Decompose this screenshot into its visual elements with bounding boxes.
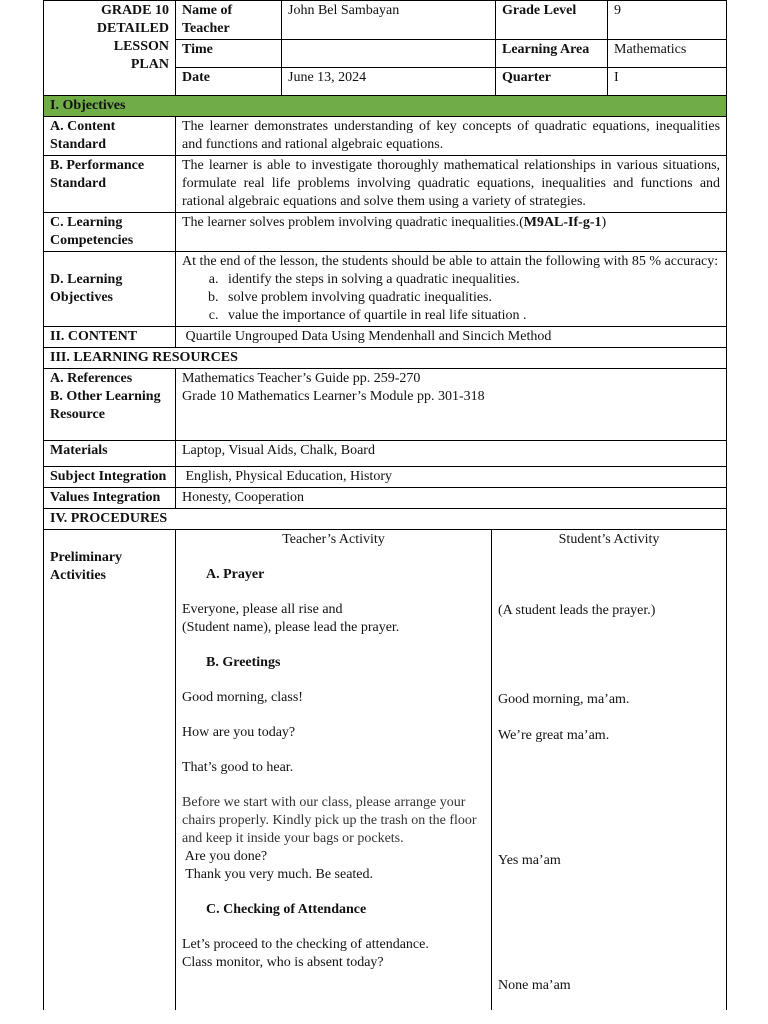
materials-value: Laptop, Visual Aids, Chalk, Board (176, 441, 727, 467)
date-value: June 13, 2024 (282, 68, 496, 96)
content-standard-text: The learner demonstrates understanding of key concepts of quadratic equations, inequalities and functions and rational algebraic equations. (176, 117, 727, 156)
attendance-line: Let’s proceed to the checking of attendance. (182, 937, 429, 952)
learning-objectives-intro: At the end of the lesson, the students should be able to attain the following with 85 % accuracy: (182, 254, 719, 269)
header-table (43, 0, 727, 96)
student-response: Good morning, ma’am. (498, 692, 630, 707)
subject-integration-value: English, Physical Education, History (176, 467, 727, 488)
reference-line: Mathematics Teacher’s Guide pp. 259-270 (182, 371, 421, 386)
objectives-heading: I. Objectives (44, 96, 727, 117)
learning-objectives-label-text: D. Learning Objectives (50, 272, 123, 305)
area-value: Mathematics (608, 40, 727, 68)
prayer-line: Everyone, please all rise and (182, 602, 343, 617)
grade-label: Grade Level (496, 1, 608, 40)
values-integration-label: Values Integration (44, 488, 176, 509)
teacher-label: Name of Teacher (176, 1, 282, 40)
attendance-line: Class monitor, who is absent today? (182, 955, 384, 970)
subject-integration-label: Subject Integration (44, 467, 176, 488)
competency-code: M9AL-If-g-1 (523, 215, 602, 230)
references-label (44, 369, 176, 441)
student-response: We’re great ma’am. (498, 728, 610, 743)
materials-label: Materials (44, 441, 176, 467)
title-line: GRADE 10 (100, 3, 169, 18)
lesson-body-table (43, 95, 727, 1010)
competency-close: ) (601, 215, 607, 230)
attendance-title: C. Checking of Attendance (206, 902, 367, 917)
student-response: (A student leads the prayer.) (498, 603, 656, 618)
content-standard-label: A. Content Standard (44, 117, 176, 156)
greeting-instructions: Before we start with our class, please arrange your chairs properly. Kindly pick up the trash on the floor and keep it inside your bags or pockets. (182, 795, 477, 846)
area-label: Learning Area (496, 40, 608, 68)
time-label: Time (176, 40, 282, 68)
teacher-activity-header: Teacher’s Activity (282, 532, 385, 547)
lesson-plan-title (44, 1, 176, 96)
greeting-line: That’s good to hear. (182, 760, 294, 775)
student-activity-column (492, 530, 727, 1010)
prayer-line: (Student name), please lead the prayer. (182, 620, 400, 635)
learning-competencies-label: C. Learning Competencies (44, 213, 176, 252)
list-item: a. identify the steps in solving a quadratic inequalities. (222, 271, 720, 289)
reference-line: Grade 10 Mathematics Learner’s Module pp. 301-318 (182, 389, 485, 404)
performance-standard-label: B. Performance Standard (44, 156, 176, 213)
grade-value: 9 (608, 1, 727, 40)
preliminary-label-text: Preliminary Activities (50, 550, 123, 583)
teacher-activity-column (176, 530, 492, 1010)
quarter-value: I (608, 68, 727, 96)
prayer-title: A. Prayer (206, 567, 265, 582)
title-line: DETAILED (96, 21, 169, 36)
references-label-b: B. Other Learning Resource (50, 389, 161, 422)
teacher-value: John Bel Sambayan (282, 1, 496, 40)
learning-competencies-text (176, 213, 727, 252)
performance-standard-text: The learner is able to investigate thoroughly mathematical relationships in various situations, formulate real life problems involving quadratic equations, inequalities and functions and rational algebraic equations and solve them using a variety of strategies. (176, 156, 727, 213)
title-line: PLAN (130, 57, 169, 72)
greeting-line: Are you done? (182, 849, 268, 864)
references-value (176, 369, 727, 441)
title-line: LESSON (113, 39, 169, 54)
student-activity-header: Student’s Activity (558, 532, 660, 547)
resources-heading: III. LEARNING RESOURCES (44, 348, 727, 369)
competency-text: The learner solves problem involving quadratic inequalities.( (182, 215, 524, 230)
student-response: Yes ma’am (498, 853, 561, 868)
greeting-line: Thank you very much. Be seated. (182, 867, 374, 882)
time-value (282, 40, 496, 68)
date-label: Date (176, 68, 282, 96)
greetings-title: B. Greetings (206, 655, 281, 670)
quarter-label: Quarter (496, 68, 608, 96)
learning-objectives-cell (176, 252, 727, 327)
learning-objectives-label (44, 252, 176, 327)
content-label: II. CONTENT (44, 327, 176, 348)
lesson-plan-page (43, 0, 726, 1010)
values-integration-value: Honesty, Cooperation (176, 488, 727, 509)
list-item: c. value the importance of quartile in real life situation . (222, 307, 720, 325)
greeting-line: Good morning, class! (182, 690, 303, 705)
list-item: b. solve problem involving quadratic inequalities. (222, 289, 720, 307)
student-response: None ma’am (498, 978, 571, 993)
procedures-heading: IV. PROCEDURES (44, 509, 727, 530)
content-value: Quartile Ungrouped Data Using Mendenhall and Sincich Method (176, 327, 727, 348)
references-label-a: A. References (50, 371, 133, 386)
learning-objectives-list (182, 271, 720, 325)
preliminary-activities-label (44, 530, 176, 1010)
greeting-line: How are you today? (182, 725, 296, 740)
